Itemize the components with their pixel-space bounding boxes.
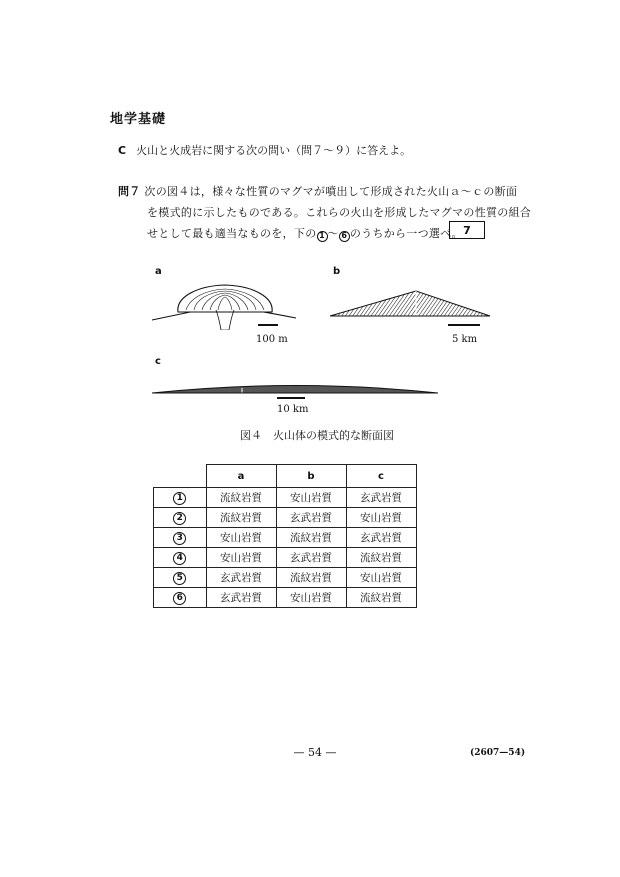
circled-number: 3 [173, 532, 186, 545]
cell-c: 玄武岩質 [346, 488, 416, 508]
header-a: a [206, 465, 276, 488]
question-text-3-end: のうちから一つ選べ。 [349, 227, 463, 240]
circled-number: 1 [173, 492, 186, 505]
question-text-3: せとして最も適当なものを，下の [147, 227, 317, 240]
table-row [154, 508, 417, 528]
scale-label-b: 5 km [452, 334, 478, 345]
option-number-cell [154, 568, 207, 588]
figure-label-a: a [155, 266, 162, 277]
question-text-1: 次の図４は，様々な性質のマグマが噴出して形成された火山ａ～ｃの断面 [144, 185, 518, 198]
volcano-c-shield-volcano-diagram [150, 376, 440, 396]
table-row [154, 548, 417, 568]
page-code: (2607—54) [470, 748, 526, 758]
table-row [154, 568, 417, 588]
table-row [154, 488, 417, 508]
scale-bar-c [277, 395, 307, 401]
question-line-3 [147, 225, 463, 242]
scale-label-a: 100 m [256, 334, 288, 345]
question-line-1 [118, 183, 517, 199]
circled-number: 5 [173, 572, 186, 585]
page-number: — 54 — [293, 746, 337, 759]
cell-b: 玄武岩質 [276, 548, 346, 568]
section-title: 地学基礎 [110, 112, 167, 127]
option-number-cell [154, 488, 207, 508]
cell-c: 流紋岩質 [346, 548, 416, 568]
circled-number: 2 [173, 512, 186, 525]
option-number-cell [154, 528, 207, 548]
cell-a: 安山岩質 [206, 548, 276, 568]
cell-b: 玄武岩質 [276, 508, 346, 528]
cell-a: 玄武岩質 [206, 588, 276, 608]
cell-c: 安山岩質 [346, 568, 416, 588]
answer-box: 7 [449, 221, 485, 239]
option-number-cell [154, 508, 207, 528]
header-c: c [346, 465, 416, 488]
option-number-cell [154, 588, 207, 608]
figure-label-c: c [155, 356, 161, 367]
scale-label-c: 10 km [277, 404, 309, 415]
table-row [154, 528, 417, 548]
cell-a: 玄武岩質 [206, 568, 276, 588]
figure-caption: 図４ 火山体の模式的な断面図 [240, 429, 394, 442]
volcano-b-stratovolcano-diagram [328, 288, 492, 320]
table-header-row [154, 465, 417, 488]
cell-c: 安山岩質 [346, 508, 416, 528]
circled-number-end: 6 [339, 231, 350, 242]
scale-bar-a [258, 322, 280, 328]
circled-number: 4 [173, 552, 186, 565]
circled-number: 6 [173, 592, 186, 605]
cell-b: 安山岩質 [276, 588, 346, 608]
options-table [153, 464, 417, 608]
table-row [154, 588, 417, 608]
cell-c: 流紋岩質 [346, 588, 416, 608]
option-number-cell [154, 548, 207, 568]
cell-b: 安山岩質 [276, 488, 346, 508]
part-c-text: 火山と火成岩に関する次の問い（問７～９）に答えよ。 [136, 144, 412, 157]
cell-b: 流紋岩質 [276, 528, 346, 548]
cell-a: 流紋岩質 [206, 488, 276, 508]
scale-bar-b [448, 322, 482, 328]
table-corner [154, 465, 207, 488]
question-label: 問７ [118, 185, 141, 198]
cell-a: 安山岩質 [206, 528, 276, 548]
question-line-2: を模式的に示したものである。これらの火山を形成したマグマの性質の組合 [147, 206, 532, 219]
circled-number-start: 1 [317, 231, 328, 242]
part-c-intro [118, 142, 411, 158]
cell-a: 流紋岩質 [206, 508, 276, 528]
cell-c: 玄武岩質 [346, 528, 416, 548]
header-b: b [276, 465, 346, 488]
part-letter: C [118, 144, 127, 157]
cell-b: 流紋岩質 [276, 568, 346, 588]
figure-label-b: b [333, 266, 341, 277]
range-tilde: ～ [327, 227, 339, 240]
